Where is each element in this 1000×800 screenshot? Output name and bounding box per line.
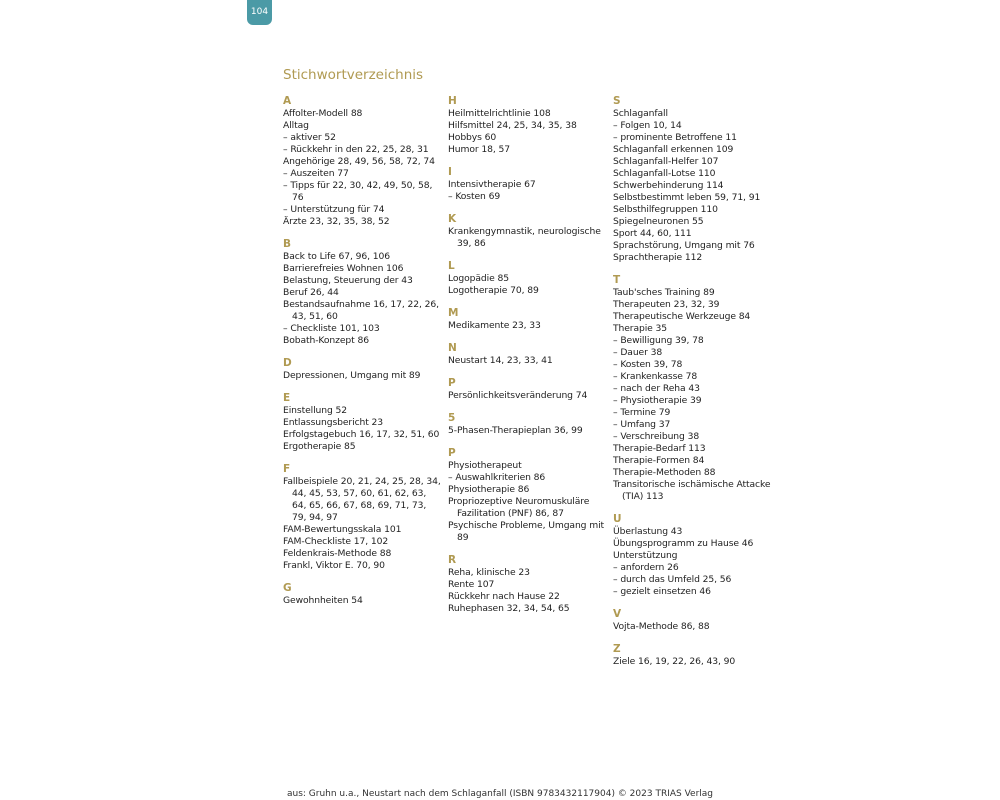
index-entry: Überlastung 43	[613, 526, 683, 537]
index-entry: Fallbeispiele 20, 21, 24, 25, 28, 34, 44, 45, 53, 57, 60, 61, 62, 63, 64, 65, 66, 67, 68, 69, 71, 73, 79, 94, 97	[283, 476, 441, 523]
index-entry: – Verschreibung 38	[613, 431, 700, 442]
index-entry: Physiotherapeut	[448, 460, 522, 471]
index-section	[613, 513, 773, 598]
index-entry: Schlaganfall erkennen 109	[613, 144, 734, 155]
index-entry: Ziele 16, 19, 22, 26, 43, 90	[613, 656, 736, 667]
index-section	[283, 357, 443, 382]
index-entry: Therapie-Methoden 88	[613, 467, 716, 478]
section-letter: Z	[613, 643, 621, 655]
index-entry: Logotherapie 70, 89	[448, 285, 539, 296]
index-entry: Therapie-Formen 84	[613, 455, 705, 466]
index-entry: Selbsthilfegruppen 110	[613, 204, 718, 215]
index-entry: Therapie 35	[613, 323, 668, 334]
index-section	[448, 95, 608, 156]
index-entry: Übungsprogramm zu Hause 46	[613, 538, 754, 549]
index-section	[448, 213, 608, 250]
index-entry: Ärzte 23, 32, 35, 38, 52	[283, 216, 390, 227]
index-section	[448, 412, 608, 437]
index-entry: Einstellung 52	[283, 405, 348, 416]
index-entry: Schlaganfall-Lotse 110	[613, 168, 716, 179]
index-entry: Sprachtherapie 112	[613, 252, 703, 263]
index-entry: – Auswahlkriterien 86	[448, 472, 546, 483]
index-entry: – Physiotherapie 39	[613, 395, 702, 406]
section-letter: R	[448, 554, 457, 566]
index-entry: – gezielt einsetzen 46	[613, 586, 711, 597]
section-letter: I	[448, 166, 452, 178]
index-entry: – Unterstützung für 74	[283, 204, 385, 215]
section-letter: G	[283, 582, 292, 594]
index-entry: Taub'sches Training 89	[613, 287, 715, 298]
index-entry: FAM-Checkliste 17, 102	[283, 536, 389, 547]
index-section	[448, 307, 608, 332]
index-entry: Propriozeptive Neuromuskuläre Fazilitation (PNF) 86, 87	[448, 496, 590, 519]
index-entry: – Auszeiten 77	[283, 168, 349, 179]
index-entry: – Krankenkasse 78	[613, 371, 698, 382]
index-column-3	[613, 95, 773, 678]
index-entry: – aktiver 52	[283, 132, 336, 143]
index-section	[283, 463, 443, 572]
index-entry: Back to Life 67, 96, 106	[283, 251, 391, 262]
index-section	[448, 260, 608, 297]
section-letter: V	[613, 608, 622, 620]
index-entry: – Tipps für 22, 30, 42, 49, 50, 58, 76	[283, 180, 433, 203]
index-section	[448, 377, 608, 402]
index-entry: Gewohnheiten 54	[283, 595, 363, 606]
section-letter: T	[613, 274, 621, 286]
index-entry: Physiotherapie 86	[448, 484, 530, 495]
index-section	[448, 447, 608, 544]
index-entry: Logopädie 85	[448, 273, 509, 284]
section-letter: B	[283, 238, 292, 250]
index-column-2	[448, 95, 608, 625]
index-entry: Ergotherapie 85	[283, 441, 356, 452]
index-entry: Vojta-Methode 86, 88	[613, 621, 710, 632]
index-entry: Therapeutische Werkzeuge 84	[613, 311, 751, 322]
index-entry: – anfordern 26	[613, 562, 679, 573]
index-section	[448, 342, 608, 367]
index-entry: Krankengymnastik, neurologische 39, 86	[448, 226, 601, 249]
index-entry: Therapie-Bedarf 113	[613, 443, 706, 454]
index-entry: 5-Phasen-Therapieplan 36, 99	[448, 425, 583, 436]
page-title: Stichwortverzeichnis	[283, 67, 424, 83]
index-entry: Belastung, Steuerung der 43	[283, 275, 413, 286]
index-entry: Therapeuten 23, 32, 39	[613, 299, 720, 310]
section-letter: H	[448, 95, 457, 107]
index-entry: Bestandsaufnahme 16, 17, 22, 26, 43, 51, 60	[283, 299, 439, 322]
section-letter: P	[448, 377, 456, 389]
index-entry: Humor 18, 57	[448, 144, 511, 155]
index-entry: Selbstbestimmt leben 59, 71, 91	[613, 192, 761, 203]
index-entry: – Umfang 37	[613, 419, 671, 430]
index-entry: – Kosten 69	[448, 191, 501, 202]
index-entry: Medikamente 23, 33	[448, 320, 541, 331]
index-entry: – nach der Reha 43	[613, 383, 700, 394]
index-entry: – durch das Umfeld 25, 56	[613, 574, 732, 585]
index-entry: Rente 107	[448, 579, 495, 590]
index-entry: – prominente Betroffene 11	[613, 132, 737, 143]
section-letter: D	[283, 357, 292, 369]
section-letter: A	[283, 95, 292, 107]
index-entry: Hilfsmittel 24, 25, 34, 35, 38	[448, 120, 577, 131]
section-letter: P	[448, 447, 456, 459]
index-entry: Feldenkrais-Methode 88	[283, 548, 392, 559]
index-entry: Reha, klinische 23	[448, 567, 530, 578]
index-entry: Sprachstörung, Umgang mit 76	[613, 240, 755, 251]
index-entry: Sport 44, 60, 111	[613, 228, 692, 239]
index-section	[283, 95, 443, 228]
index-entry: Neustart 14, 23, 33, 41	[448, 355, 553, 366]
index-section	[448, 554, 608, 615]
index-entry: Angehörige 28, 49, 56, 58, 72, 74	[283, 156, 435, 167]
index-entry: Schlaganfall-Helfer 107	[613, 156, 719, 167]
index-entry: Depressionen, Umgang mit 89	[283, 370, 421, 381]
index-entry: – Folgen 10, 14	[613, 120, 682, 131]
section-letter: L	[448, 260, 455, 272]
index-entry: Alltag	[283, 120, 309, 131]
index-entry: FAM-Bewertungsskala 101	[283, 524, 402, 535]
index-section	[613, 608, 773, 633]
section-letter: E	[283, 392, 291, 404]
index-entry: Schlaganfall	[613, 108, 668, 119]
index-section	[283, 392, 443, 453]
index-entry: Schwerbehinderung 114	[613, 180, 724, 191]
index-entry: Affolter-Modell 88	[283, 108, 363, 119]
section-letter: M	[448, 307, 459, 319]
section-letter: 5	[448, 412, 456, 424]
index-entry: Bobath-Konzept 86	[283, 335, 369, 346]
index-entry: Heilmittelrichtlinie 108	[448, 108, 551, 119]
index-entry: Spiegelneuronen 55	[613, 216, 704, 227]
section-letter: U	[613, 513, 622, 525]
index-entry: Entlassungsbericht 23	[283, 417, 384, 428]
index-entry: – Bewilligung 39, 78	[613, 335, 704, 346]
section-letter: S	[613, 95, 621, 107]
section-letter: N	[448, 342, 457, 354]
page-number-badge: 104	[247, 0, 272, 25]
index-section	[613, 274, 773, 503]
index-entry: – Termine 79	[613, 407, 671, 418]
index-entry: Frankl, Viktor E. 70, 90	[283, 560, 385, 571]
index-entry: Hobbys 60	[448, 132, 497, 143]
index-entry: Psychische Probleme, Umgang mit 89	[448, 520, 605, 543]
index-section	[613, 643, 773, 668]
index-entry: – Dauer 38	[613, 347, 663, 358]
index-column-1	[283, 95, 443, 617]
index-entry: Persönlichkeitsveränderung 74	[448, 390, 588, 401]
index-section	[283, 238, 443, 347]
index-entry: – Checkliste 101, 103	[283, 323, 380, 334]
section-letter: K	[448, 213, 457, 225]
index-entry: Erfolgstagebuch 16, 17, 32, 51, 60	[283, 429, 440, 440]
index-entry: Transitorische ischämische Attacke (TIA) 113	[613, 479, 771, 502]
section-letter: F	[283, 463, 291, 475]
index-entry: – Kosten 39, 78	[613, 359, 683, 370]
index-section	[283, 582, 443, 607]
index-section	[613, 95, 773, 264]
index-entry: Ruhephasen 32, 34, 54, 65	[448, 603, 570, 614]
index-entry: Unterstützung	[613, 550, 678, 561]
source-footer: aus: Gruhn u.a., Neustart nach dem Schlaganfall (ISBN 9783432117904) © 2023 TRIAS Verlag	[286, 789, 714, 799]
index-entry: Intensivtherapie 67	[448, 179, 536, 190]
index-entry: Rückkehr nach Hause 22	[448, 591, 560, 602]
index-entry: – Rückkehr in den 22, 25, 28, 31	[283, 144, 429, 155]
index-entry: Beruf 26, 44	[283, 287, 339, 298]
index-section	[448, 166, 608, 203]
index-entry: Barrierefreies Wohnen 106	[283, 263, 404, 274]
